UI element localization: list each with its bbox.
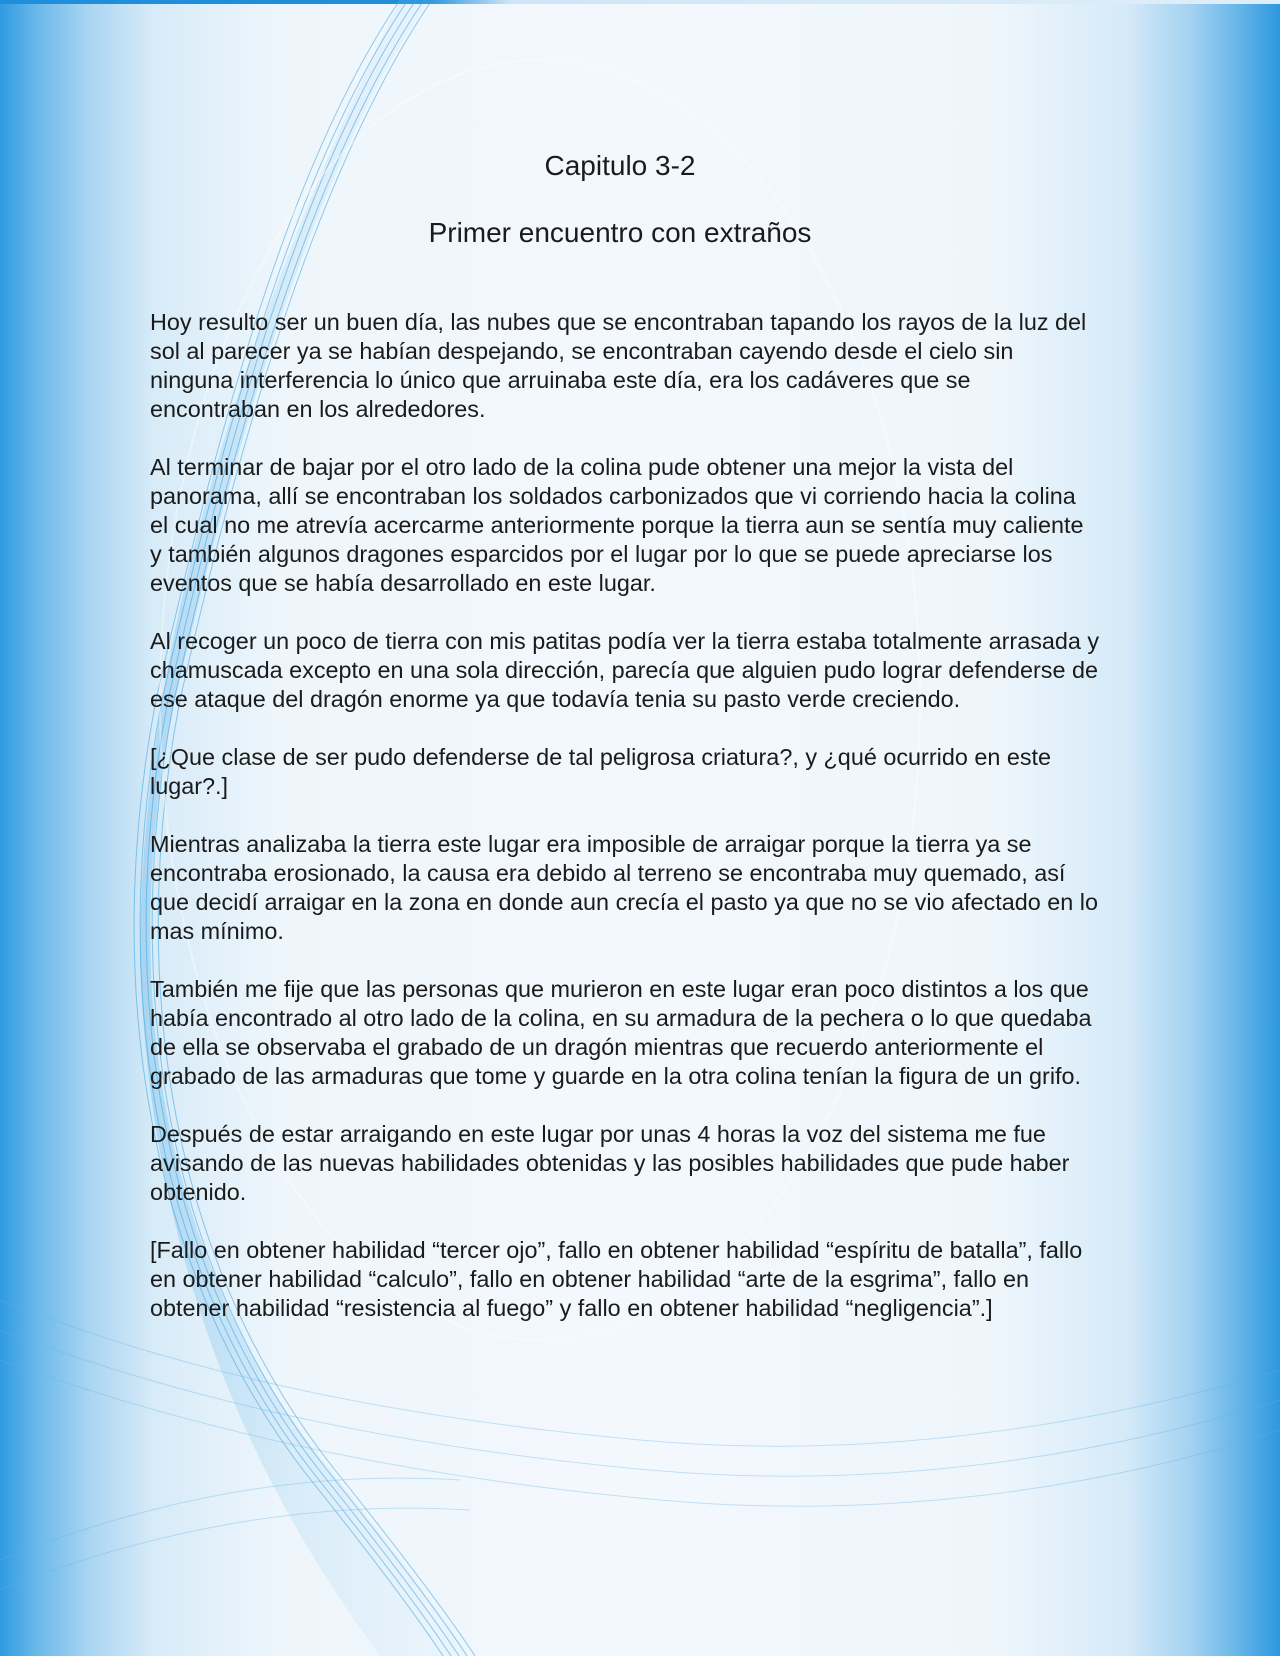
paragraph: Al terminar de bajar por el otro lado de la colina pude obtener una mejor la vista del panorama, allí se encontraban los soldados carbonizados que vi corriendo hacia la colina el cual no me atrevía acercarme anteriormente porque la tierra aun se sentía muy caliente y también algunos dragones esparcidos por el lugar por lo que se puede apreciarse los eventos que se había desarrollado en este lugar. bbox=[150, 454, 1084, 596]
paragraph: Mientras analizaba la tierra este lugar era imposible de arraigar porque la tierra ya se encontraba erosionado, la causa era debido al terreno se encontraba muy quemado, así que decidí arraigar en la zona en donde aun crecía el pasto ya que no se vio afectado en lo mas mínimo. bbox=[150, 831, 1098, 944]
paragraph: También me fije que las personas que murieron en este lugar eran poco distintos a los que había encontrado al otro lado de la colina, en su armadura de la pechera o lo que quedaba de ella se observaba el grabado de un dragón mientras que recuerdo anteriormente el grabado de las armaduras que tome y guarde en la otra colina tenían la figura de un grifo. bbox=[150, 976, 1092, 1089]
paragraph: [Fallo en obtener habilidad “tercer ojo”, fallo en obtener habilidad “espíritu de batalla”, fallo en obtener habilidad “calculo”, fallo en obtener habilidad “arte de la esgrima”, fallo en obtener habilidad “resistencia al fuego” y fallo en obtener habilidad “negligencia”.] bbox=[150, 1237, 1083, 1321]
paragraph: [¿Que clase de ser pudo defenderse de tal peligrosa criatura?, y ¿qué ocurrido en este lugar?.] bbox=[150, 744, 1052, 799]
chapter-title: Capitulo 3-2 bbox=[544, 150, 696, 181]
paragraph: Hoy resulto ser un buen día, las nubes que se encontraban tapando los rayos de la luz del sol al parecer ya se habían despejando, se encontraban cayendo desde el cielo sin ninguna interferencia lo único que arruinaba este día, era los cadáveres que se encontraban en los alrededores. bbox=[150, 309, 1087, 422]
paragraph: Después de estar arraigando en este lugar por unas 4 horas la voz del sistema me fue avisando de las nuevas habilidades obtenidas y las posibles habilidades que pude haber obtenido. bbox=[150, 1121, 1070, 1205]
chapter-body bbox=[150, 308, 1100, 1352]
chapter-subtitle: Primer encuentro con extraños bbox=[428, 217, 812, 248]
paragraph: Al recoger un poco de tierra con mis patitas podía ver la tierra estaba totalmente arrasada y chamuscada excepto en una sola dirección, parecía que alguien pudo lograr defenderse de ese ataque del dragón enorme ya que todavía tenia su pasto verde creciendo. bbox=[150, 628, 1100, 712]
